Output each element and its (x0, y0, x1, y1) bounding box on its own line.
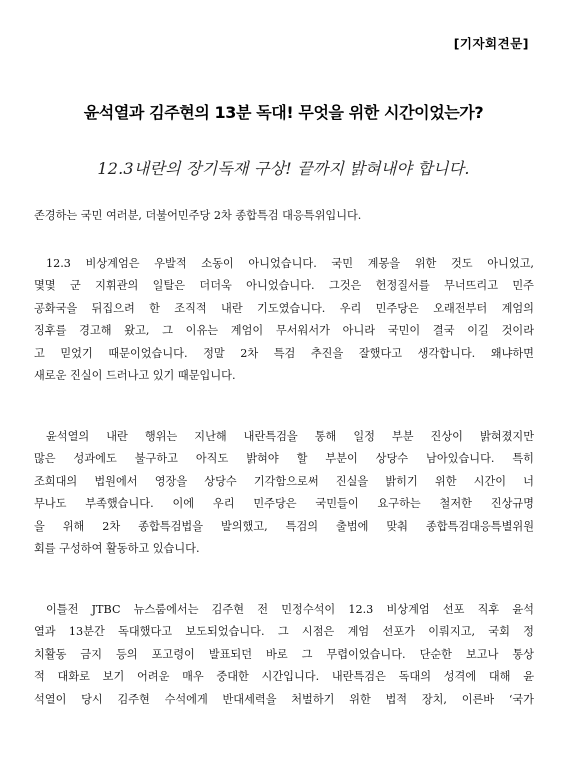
paragraph-line: 이틀전 JTBC 뉴스룸에서는 김주현 전 민정수석이 12.3 비상계엄 선포 직후 윤석 (46, 603, 534, 616)
paragraph-line: 많은 성과에도 불구하고 아직도 밝혀야 할 부분이 상당수 남아있습니다. 특히 (34, 452, 534, 466)
paragraph-line: 공화국을 뒤집으려 한 조직적 내란 기도였습니다. 우리 민주당은 오래전부터 계엄의 (34, 301, 534, 315)
paragraph-line: 열과 13분간 독대했다고 보도되었습니다. 그 시점은 계엄 선포가 이뤄지고, 국회 정 (34, 625, 534, 639)
paragraph-line: 윤석열의 내란 행위는 지난해 내란특검을 통해 일정 부분 진상이 밝혀졌지만 (46, 430, 534, 443)
paragraph-line: 무나도 부족했습니다. 이에 우리 민주당은 국민들이 요구하는 철저한 진상규명 (34, 497, 534, 511)
paragraph-line: 을 위해 2차 종합특검법을 발의했고, 특검의 출범에 맞춰 종합특검대응특별위원 (34, 519, 534, 533)
greeting-line: 존경하는 국민 여러분, 더불어민주당 2차 종합특검 대응특위입니다. (34, 209, 362, 222)
paragraph-line: 몇몇 군 지휘관의 일탈은 더더욱 아니었습니다. 그것은 헌정질서를 무너뜨리고 민주 (34, 279, 534, 293)
paragraph-3 (34, 599, 534, 711)
paragraph-line: 조희대의 법원에서 영장을 상당수 기각함으로써 진실을 밝히기 위한 시간이 너 (34, 474, 534, 488)
paragraph-line: 적 대화로 보기 어려운 매우 중대한 시간입니다. 내란특검은 독대의 성격에 대해 윤 (34, 670, 534, 684)
paragraph-line: 석열이 당시 김주현 수석에게 반대세력을 처벌하기 위한 법적 장치, 이른바 ‘국가 (34, 692, 534, 706)
document-title: 윤석열과 김주현의 13분 독대! 무엇을 위한 시간이었는가? (83, 103, 484, 122)
document-type-tag: [기자회견문] (453, 36, 529, 51)
paragraph-2 (34, 426, 534, 560)
paragraph-1 (34, 253, 534, 387)
paragraph-line: 새로운 진실이 드러나고 있기 때문입니다. (34, 368, 236, 382)
document-subtitle: 12.3내란의 장기독재 구상! 끝까지 밝혀내야 합니다. (97, 159, 470, 178)
paragraph-line: 12.3 비상계엄은 우발적 소동이 아니었습니다. 국민 계몽을 위한 것도 아니었고, (46, 257, 534, 270)
paragraph-line: 고 믿었기 때문이었습니다. 정말 2차 특검 추진을 잘했다고 생각합니다. 왜냐하면 (34, 346, 534, 360)
paragraph-line: 치활동 금지 등의 포고령이 발표되던 바로 그 무렵이었습니다. 단순한 보고나 통상 (34, 647, 534, 661)
paragraph-line: 회를 구성하여 활동하고 있습니다. (34, 541, 200, 555)
paragraph-line: 징후를 경고해 왔고, 그 이유는 계엄이 무서워서가 아니라 국민이 결국 이길 것이라 (34, 324, 534, 338)
